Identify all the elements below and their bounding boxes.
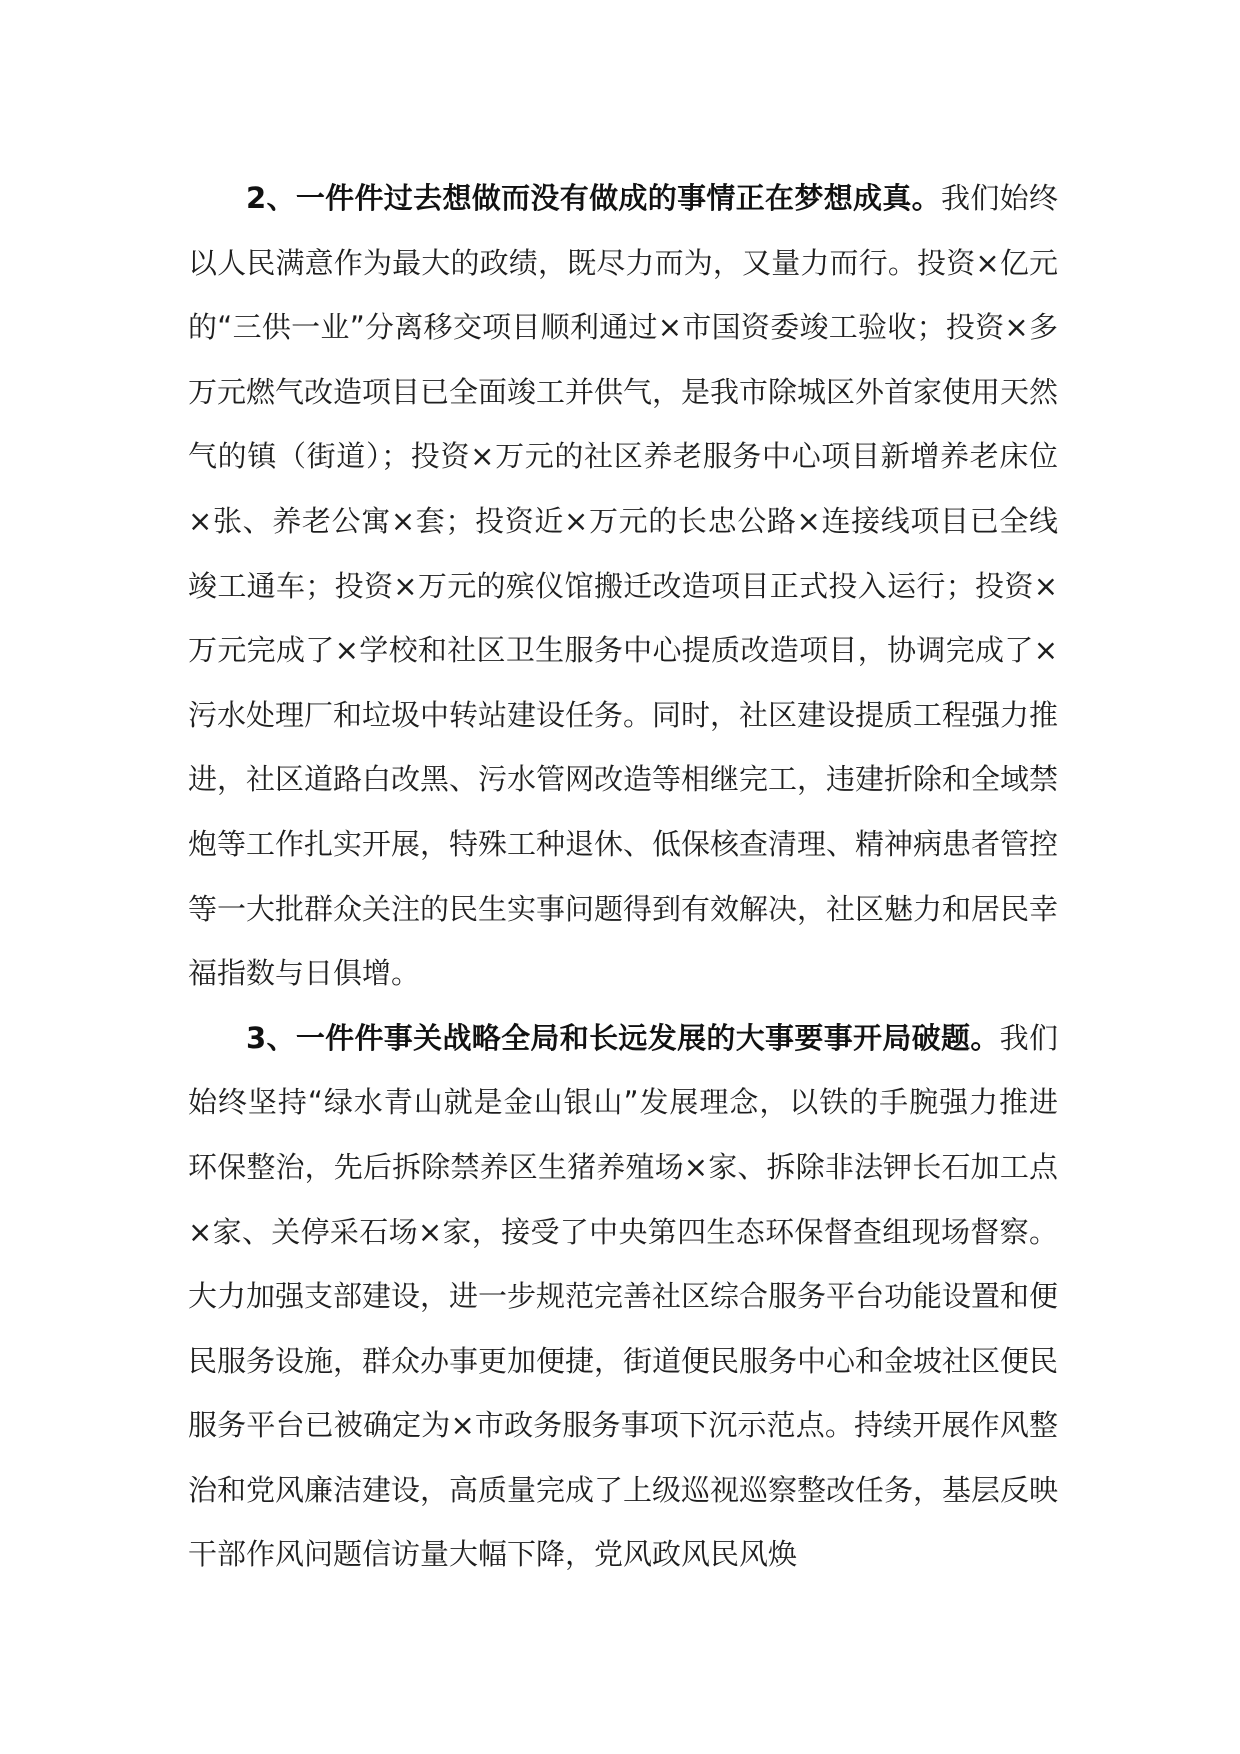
paragraph-2 (188, 166, 1058, 1006)
paragraph-3-body: 我们始终坚持“绿水青山就是金山银山”发展理念，以铁的手腕强力推进环保整治，先后拆除禁养区生猪养殖场×家、拆除非法钾长石加工点×家、关停采石场×家，接受了中央第四生态环保督查组现场督察。大力加强支部建设，进一步规范完善社区综合服务平台功能设置和便民服务设施，群众办事更加便捷，街道便民服务中心和金坡社区便民服务平台已被确定为×市政务服务事项下沉示范点。持续开展作风整治和党风廉洁建设，高质量完成了上级巡视巡察整改任务，基层反映干部作风问题信访量大幅下降，党风政风民风焕 (188, 1020, 1059, 1572)
paragraph-3-heading: 3、一件件事关战略全局和长远发展的大事要事开局破题。 (246, 1020, 1000, 1055)
document-body (188, 166, 1058, 1587)
paragraph-3 (188, 1006, 1058, 1587)
paragraph-2-body: 我们始终以人民满意作为最大的政绩，既尽力而为，又量力而行。投资×亿元的“三供一业”分离移交项目顺利通过×市国资委竣工验收；投资×多万元燃气改造项目已全面竣工并供气，是我市除城区外首家使用天然气的镇（街道）；投资×万元的社区养老服务中心项目新增养老床位×张、养老公寓×套；投资近×万元的长忠公路×连接线项目已全线竣工通车；投资×万元的殡仪馆搬迁改造项目正式投入运行；投资×万元完成了×学校和社区卫生服务中心提质改造项目，协调完成了×污水处理厂和垃圾中转站建设任务。同时，社区建设提质工程强力推进，社区道路白改黑、污水管网改造等相继完工，违建折除和全域禁炮等工作扎实开展，特殊工种退休、低保核查清理、精神病患者管控等一大批群众关注的民生实事问题得到有效解决，社区魅力和居民幸福指数与日俱增。 (188, 181, 1059, 991)
paragraph-2-heading: 2、一件件过去想做而没有做成的事情正在梦想成真。 (246, 181, 941, 215)
